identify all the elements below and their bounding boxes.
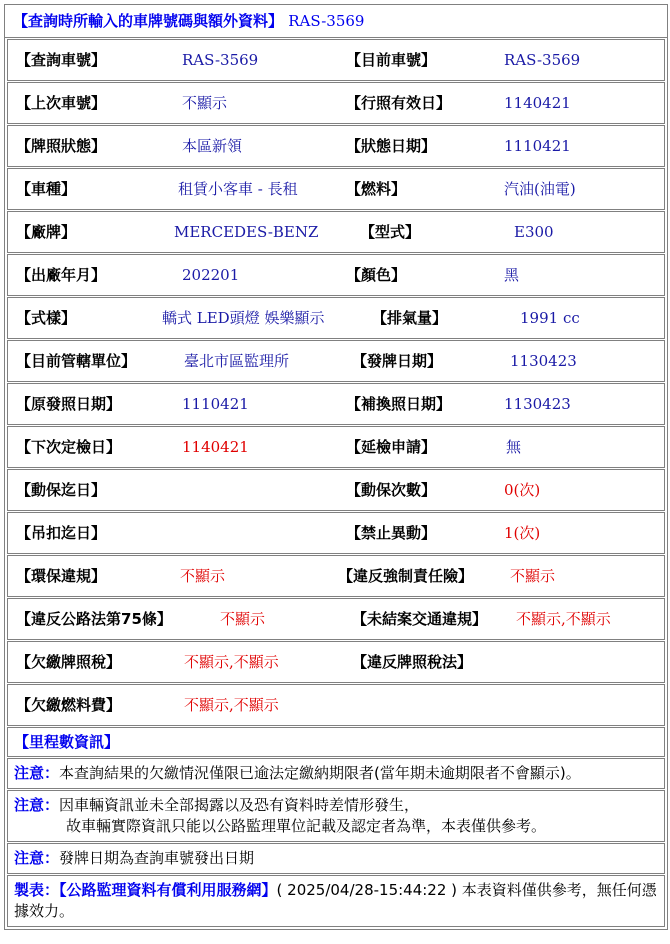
label-highway-act-violation: 【違反公路法第75條】 [16,610,172,628]
row-original-license-date [7,383,665,425]
value-displacement: 1991 cc [520,309,580,327]
vehicle-info-table [4,4,668,930]
footer-text: ( 2025/04/28-15:44:22 ) 本表資料僅供參考，無任何憑據效力。 [14,881,657,920]
value-compulsory-insurance-violation: 不顯示 [510,567,556,585]
note-issue-date [7,843,665,874]
value-open-traffic-violation: 不顯示,不顯示 [516,610,611,628]
value-fuel: 汽油(油電) [504,180,576,198]
label-vehicle-type: 【車種】 [16,180,77,198]
note-issue-date-text: 發牌日期為查詢車號發出日期 [59,849,255,867]
row-chattel-mortgage [7,469,665,511]
label-original-license-date: 【原發照日期】 [16,395,122,413]
label-model: 【型式】 [360,223,421,241]
label-suspension-end: 【吊扣迄日】 [16,524,107,542]
header-title: 【查詢時所輸入的車牌號碼與額外資料】 [13,12,284,30]
note-arrears-head: 注意： [14,764,60,782]
row-suspension [7,512,665,554]
label-color: 【顏色】 [346,266,407,284]
value-color: 黑 [504,266,520,284]
row-vehicle-type [7,168,665,210]
label-open-traffic-violation: 【未結案交通違規】 [352,610,488,628]
value-brand: MERCEDES-BENZ [174,223,319,241]
label-plate-status: 【牌照狀態】 [16,137,107,155]
label-status-date: 【狀態日期】 [346,137,437,155]
label-compulsory-insurance-violation: 【違反強制責任險】 [338,567,474,585]
note-disclosure-head: 注意： [14,796,60,814]
value-highway-act-violation: 不顯示 [220,610,266,628]
label-license-tax-violation: 【違反牌照稅法】 [352,653,473,671]
label-issue-date: 【發牌日期】 [352,352,443,370]
label-style: 【式樣】 [16,309,77,327]
label-environmental-violation: 【環保違規】 [16,567,107,585]
row-style [7,297,665,339]
row-jurisdiction [7,340,665,382]
label-last-plate: 【上次車號】 [16,94,107,112]
value-current-plate: RAS-3569 [504,51,581,69]
label-transfer-ban: 【禁止異動】 [346,524,437,542]
row-next-inspection [7,426,665,468]
row-manufacture-date [7,254,665,296]
service-link[interactable]: 【公路監理資料有償利用服務網】 [59,881,277,899]
value-license-valid-date: 1140421 [504,94,571,112]
label-manufacture-date: 【出廠年月】 [16,266,107,284]
header-plate: RAS-3569 [288,12,365,30]
row-fuel-fee-arrears [7,684,665,726]
label-license-valid-date: 【行照有效日】 [346,94,452,112]
value-fuel-fee-arrears: 不顯示,不顯示 [184,696,279,714]
row-plate-status [7,125,665,167]
note-arrears-text: 本查詢結果的欠繳情況僅限已逾法定繳納期限者(當年期未逾期限者不會顯示)。 [59,764,581,782]
label-fuel: 【燃料】 [346,180,407,198]
label-displacement: 【排氣量】 [372,309,448,327]
value-status-date: 1110421 [504,137,571,155]
value-chattel-mortgage-count: 0(次) [504,481,541,499]
label-reissue-date: 【補換照日期】 [346,395,452,413]
value-style: 轎式 LED頭燈 娛樂顯示 [162,309,325,327]
value-model: E300 [514,223,554,241]
label-next-inspection: 【下次定檢日】 [16,438,122,456]
label-jurisdiction: 【目前管轄單位】 [16,352,137,370]
footer-head: 製表： [14,881,60,899]
value-inspection-extension: 無 [506,438,522,456]
value-license-tax-arrears: 不顯示,不顯示 [184,653,279,671]
label-query-plate: 【查詢車號】 [16,51,107,69]
note-disclosure-text-2: 故車輛實際資訊只能以公路監理單位記載及認定者為準，本表僅供參考。 [66,817,547,835]
label-license-tax-arrears: 【欠繳牌照稅】 [16,653,122,671]
row-highway-act-violation [7,598,665,640]
note-disclosure-text: 因車輛資訊並未全部揭露以及恐有資料時差情形發生， [59,796,420,814]
note-arrears [7,758,665,789]
note-issue-date-head: 注意： [14,849,60,867]
row-last-plate [7,82,665,124]
row-license-tax-arrears [7,641,665,683]
mileage-section: 【里程數資訊】 [7,727,665,757]
row-query-plate [7,39,665,81]
table-header [5,5,667,38]
row-brand [7,211,665,253]
value-reissue-date: 1130423 [504,395,571,413]
value-original-license-date: 1110421 [182,395,249,413]
label-fuel-fee-arrears: 【欠繳燃料費】 [16,696,122,714]
label-inspection-extension: 【延檢申請】 [346,438,437,456]
value-vehicle-type: 租賃小客車 - 長租 [178,180,298,198]
value-jurisdiction: 臺北市區監理所 [184,352,290,370]
note-disclosure [7,790,665,842]
label-chattel-mortgage-count: 【動保次數】 [346,481,437,499]
value-manufacture-date: 202201 [182,266,240,284]
value-query-plate: RAS-3569 [182,51,259,69]
value-last-plate: 不顯示 [182,94,228,112]
value-transfer-ban: 1(次) [504,524,541,542]
label-brand: 【廠牌】 [16,223,77,241]
footer [7,875,665,927]
value-next-inspection: 1140421 [182,438,249,456]
value-plate-status: 本區新領 [182,137,243,155]
label-chattel-mortgage-end: 【動保迄日】 [16,481,107,499]
row-environmental-violation [7,555,665,597]
value-environmental-violation: 不顯示 [180,567,226,585]
label-current-plate: 【目前車號】 [346,51,437,69]
value-issue-date: 1130423 [510,352,577,370]
